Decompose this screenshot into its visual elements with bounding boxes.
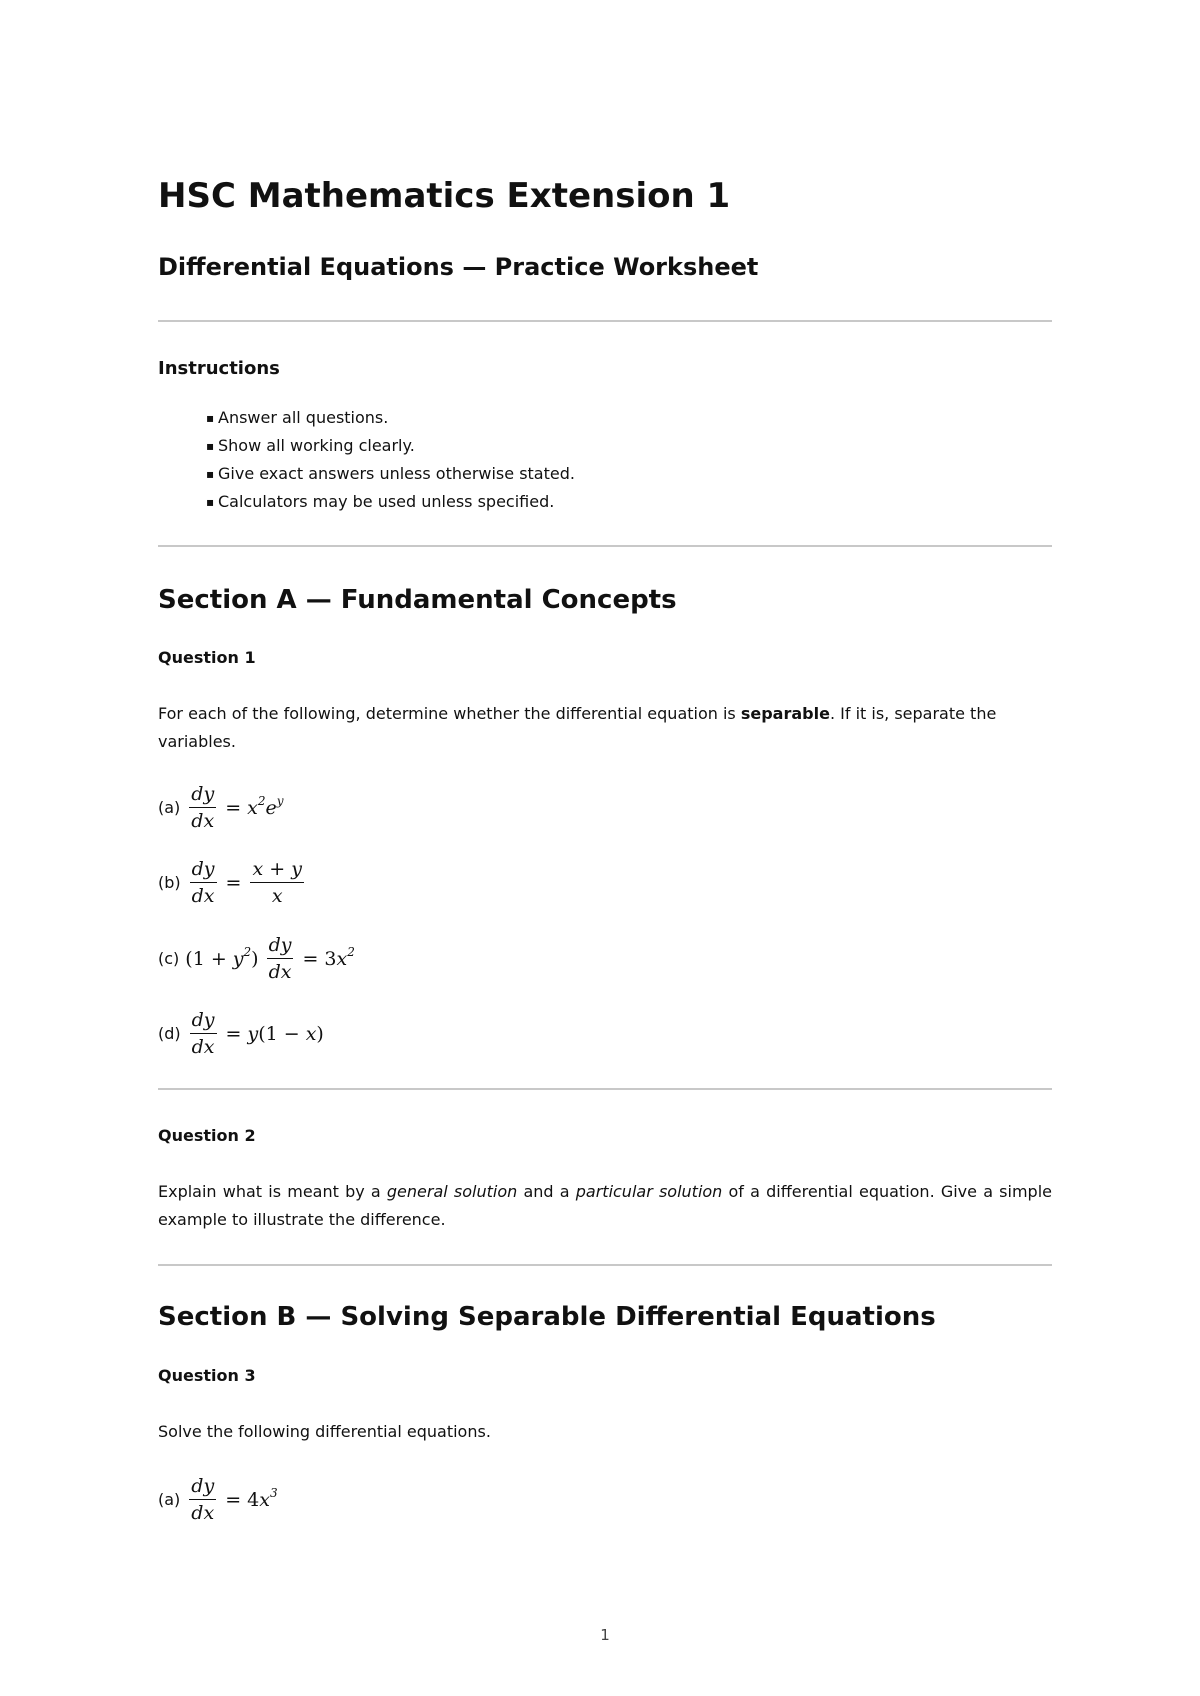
divider [158, 545, 1052, 547]
document-title: HSC Mathematics Extension 1 [158, 176, 731, 216]
question-3-text: Solve the following differential equations. [158, 1422, 491, 1441]
question-2-text: Explain what is meant by a general solution and a particular solution of a differential equation. Give a simple example to illustrate the difference. [158, 1182, 1052, 1229]
section-a-title: Section A — Fundamental Concepts [158, 585, 677, 615]
question-1d-equation: (d) $\frac{dy}{dx}$ = y(1 − x) [158, 1009, 324, 1058]
question-2-label: Question 2 [158, 1126, 256, 1145]
list-item: ▪ Show all working clearly. [206, 432, 575, 460]
question-1-label: Question 1 [158, 648, 256, 667]
question-1c-equation: (c) $(1 + y^2)$ $\frac{dy}{dx}$ = $3x^2$ [158, 934, 355, 983]
divider [158, 1264, 1052, 1266]
divider [158, 1088, 1052, 1090]
bullet-icon: ▪ [206, 411, 215, 425]
list-item: ▪ Answer all questions. [206, 404, 575, 432]
list-item: ▪ Give exact answers unless otherwise stated. [206, 460, 575, 488]
page-number: 1 [600, 1626, 610, 1644]
divider [158, 320, 1052, 322]
question-3a-equation: (a) $\frac{dy}{dx}$ = $4x^3$ [158, 1475, 278, 1524]
document-subtitle: Differential Equations — Practice Worksheet [158, 253, 759, 281]
question-1-text: For each of the following, determine whether the differential equation is separable. If it is, separate the variables. [158, 704, 997, 751]
instructions-list [206, 404, 575, 516]
bullet-icon: ▪ [206, 439, 215, 453]
question-1a-equation: (a) $\frac{dy}{dx}$ = $x^2e^y$ [158, 783, 284, 832]
worksheet-page [158, 0, 1052, 1696]
bullet-icon: ▪ [206, 467, 215, 481]
bullet-icon: ▪ [206, 495, 215, 509]
section-b-title: Section B — Solving Separable Differential Equations [158, 1302, 936, 1332]
instructions-heading: Instructions [158, 358, 280, 379]
question-3-label: Question 3 [158, 1366, 256, 1385]
question-1b-equation: (b) $\frac{dy}{dx}$ = $\frac{x + y}{x}$ [158, 858, 302, 907]
list-item: ▪ Calculators may be used unless specified. [206, 488, 575, 516]
